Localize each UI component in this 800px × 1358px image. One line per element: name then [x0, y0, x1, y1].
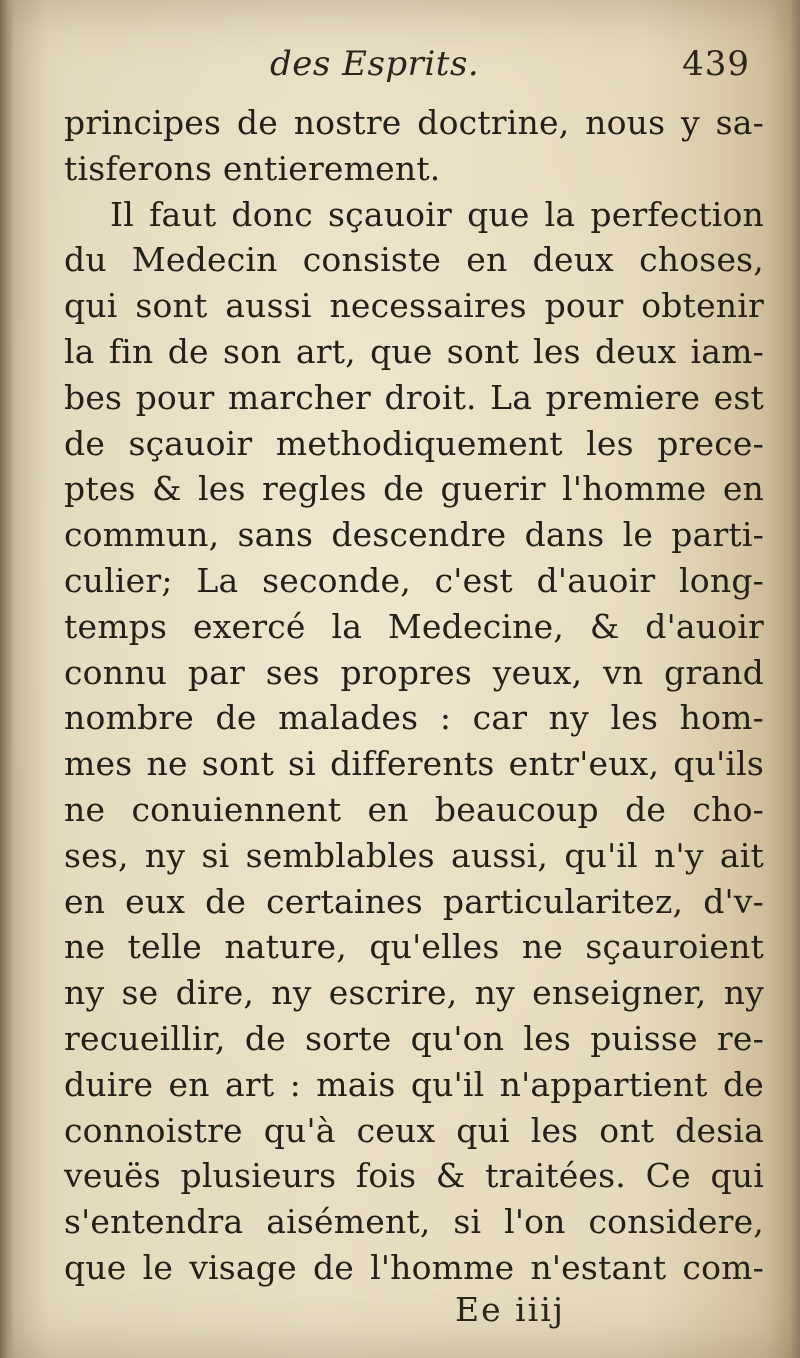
text-line: duire en art : mais qu'il n'appartient de	[64, 1064, 764, 1104]
body-text	[64, 100, 764, 1291]
text-line: ses, ny si semblables aussi, qu'il n'y ait	[64, 835, 764, 875]
text-line: ne telle nature, qu'elles ne sçauroient	[64, 927, 764, 967]
text-line: bes pour marcher droit. La premiere est	[64, 377, 764, 417]
signature-mark: Ee iiij	[455, 1290, 566, 1329]
text-line: qui sont aussi necessaires pour obtenir	[64, 286, 764, 326]
text-line: ne conuiennent en beaucoup de cho-	[64, 789, 764, 829]
text-line: ptes & les regles de guerir l'homme en	[64, 469, 764, 509]
text-line: que le visage de l'homme n'estant com-	[64, 1247, 764, 1287]
text-line: principes de nostre doctrine, nous y sa-	[64, 103, 764, 142]
text-line: de sçauoir methodiquement les prece-	[64, 423, 764, 463]
text-line: du Medecin consiste en deux choses,	[64, 240, 764, 280]
text-line: ny se dire, ny escrire, ny enseigner, ny	[64, 973, 764, 1013]
text-line: commun, sans descendre dans le parti-	[64, 515, 764, 555]
text-line: connoistre qu'à ceux qui les ont desia	[64, 1110, 764, 1150]
running-head: des Esprits.	[270, 44, 480, 84]
text-line: Il faut donc sçauoir que la perfection	[110, 194, 764, 234]
text-line: en eux de certaines particularitez, d'v-	[64, 881, 764, 921]
text-line: la fin de son art, que sont les deux iam-	[64, 331, 764, 371]
text-line: nombre de malades : car ny les hom-	[64, 698, 764, 738]
text-line: connu par ses propres yeux, vn grand	[64, 652, 764, 692]
text-line: culier; La seconde, c'est d'auoir long-	[64, 560, 764, 600]
text-line: recueillir, de sorte qu'on les puisse re-	[64, 1018, 764, 1058]
text-line: mes ne sont si differents entr'eux, qu'ils	[64, 744, 764, 784]
text-line: veuës plusieurs fois & traitées. Ce qui	[64, 1156, 764, 1196]
text-line: tisferons entierement.	[64, 148, 441, 188]
page-number: 439	[682, 44, 750, 84]
page-header	[70, 40, 750, 100]
text-line: s'entendra aisément, si l'on considere,	[64, 1202, 764, 1242]
text-line: temps exercé la Medecine, & d'auoir	[64, 606, 764, 646]
